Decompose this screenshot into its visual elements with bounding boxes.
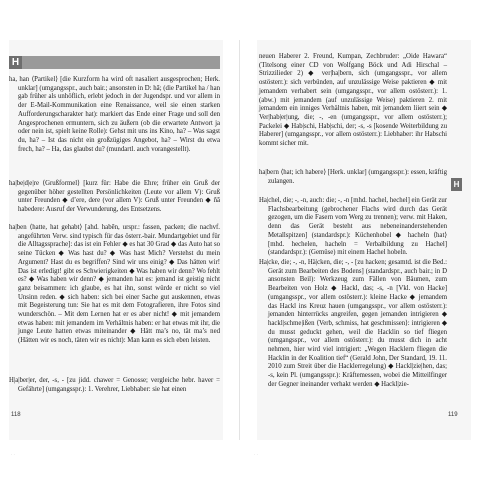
- dictionary-entry: [9, 224, 220, 346]
- page-number-left: 118: [11, 412, 21, 418]
- crop-mark: · ·: [254, 452, 258, 457]
- dictionary-entry: [9, 180, 220, 215]
- entry-text: ha|be|d|e|re ⟨Grußformel⟩ [kurz für: Habe die Ehre; früher ein Gruß der gegenüber höher gestellten Persönlichkeiten (Leute vor allem V): Gruß unter Freunden ◆ d’ere, dere (vor allem V): Gruß unter Freunden ◆ ñā habedere: Ausruf der Verwunderung, des Entsetzens.: [9, 180, 220, 214]
- dictionary-entry: [9, 76, 220, 154]
- page-number-right: 119: [448, 412, 458, 418]
- entry-text: Ha|cke, die; -, -n, Hä|cken, die; -, - [zu hacken; gesamtd. ist die Bed.: Gerät zum Bearbeiten des Bodens] (standardspr., auch bair.; in D ansonsten Beil): Werkzeug zum Fällen von Bäumen, zum Bearbeiten von Holz ◆ Hackl, das; -s, -n [Vkl. von Hacke] (umgangsspr., vor allem ostösterr.): kleine Hacke ◆ jemandem das Hackl ins Kreuz hauen (umgangsspr., vor allem ostösterr.): jemanden hinterrücks angreifen, gegen jemanden intrigieren ◆ hackl|schme|ißen ⟨Verb, schmiss, hat geschmissen⟩: intrigieren ◆ du musst geduckt gehen, weil die Hacklin so tief fliegen (umgangsspr., vor allem ostösterr.): du musst dich in acht nehmen, hier wird viel intrigiert: „Wegen Hacklern fliegen die Hacklin in der Koalition tief“ (Gerald John, Der Standard, 19. 11. 2010 zum Streit über die Hacklerregelung) ◆ Hackl|zie|hen, das; -s, kein Pl. (umgangsspr.): Kräftemessen, wobei die Mitteilfinger der Gegner ineinander verhakt werden ◆ Hackl|zie-: [259, 259, 447, 388]
- dictionary-entry: [259, 169, 447, 186]
- crop-mark: · ·: [11, 452, 15, 457]
- thumb-index-tab: H: [451, 178, 462, 191]
- entry-text: ha|bern ⟨hat; ich habere⟩ [Herk. unklar] (umgangsspr.): essen, kräftig zulangen.: [259, 169, 447, 185]
- dictionary-entry: [259, 53, 447, 149]
- entry-text: ha, han ⟨Partikel⟩ [die Kurzform ha wird oft nasaliert ausgesprochen; Herk. unklar] (umgangsspr., auch bair.; ansonsten in D: hā; (die Partikel ha / han gab früher als unhöflich, erlebt jedoch in der Jugendspr. und vor allem in der E-Mail-Kommunikation eine Renaissance, weil sie einen starken Aufforderungscharakter hat): markiert das Ende einer Frage und soll den Angesprochenen ermuntern, sich zu äußern (ob die erwartete Antwort ja oder nein ist, spielt keine Rolle): Gehst mit uns ins Kino, ha? – Was sagst du, ha? – Ist das nicht ein großzügiges Angebot, ha? – Wirst du etwa frech, ha? – Ha, das glaubst du? (mundartl. auch vorangestellt).: [9, 76, 220, 153]
- dictionary-entry: [259, 259, 447, 390]
- dictionary-entry: [9, 377, 220, 394]
- entry-text: H|a|ber|er, der, -s, - [zu jidd. chawer = Genosse; vergleiche hebr. haver = Gefährte] (umgangsspr.): 1. Verehrer, Liebhaber: sie hat einen: [9, 377, 220, 393]
- entry-text: Ha|chel, die; -, -n, auch: die; -, -n [mhd. hachel, hechel] ein Gerät zur Flachsbearbeitung (gebrochener Flachs wird durch das Gerät gezogen, um die Fasern vom Werg zu trennen); verw. mit Haken, denn das Gerät besteht aus nebeneinanderstehenden Metallspitzen] (standardspr.): Küchenhobel ◆ hacheln ⟨hat⟩ [mhd. hechelen, hacheln = Verbalbildung zu Hachel] (standardspr.): (Gemüse) mit einem Hachel hobeln.: [259, 197, 448, 257]
- book-gutter: [239, 40, 240, 440]
- section-header-bar: [9, 56, 220, 69]
- entry-text: ha|ben ⟨hatte, hat gehabt⟩ [ahd. habēn, urspr.: fassen, packen; die nachvf. angeführten Verw. sind typisch für das österr.-bair. Mundartgebiet und für die Alltagssprache]: das ist ein Fehler ◆ es hat 30 Grad ◆ das Auto hat so seine Tücken ◆ Was hast du? ◆ Was hast Mich? Verstehst du mein Argument? Hast du es begriffen? Sind wir uns einig? ◆ Das hätten wir! Das ist erledigt! gibt es Schwierigkeiten ◆ Was haben wir denn? Wo fehlt es? ◆ Was haben wir denn? ◆ jemanden hat es: jemand ist geistig nicht ganz beisammen: ich glaube, es hat ihn, sonst würde er nicht so viel Unsinn reden. ◆ sich haben: sich bei einer Sache gut auskennen, etwas mit Begeisterung tun: Sie hat es mit dem Fotografieren, ihre Fotos sind wunderschön. – Mit dem Lernen hat er es aber nicht! ◆ mit jemandem etwas haben: mit jemandem im Verhältnis haben: er hat etwas mit ihr, die junge Leute hatten etwas miteinander ◆ Hätt ma’s no, tät ma’s ned (Hätten wir es noch, täten wir es nicht): Man kann es sich eben leisten.: [9, 224, 220, 345]
- entry-text: neuen Haberer 2. Freund, Kumpan, Zechbruder: „Oide Hawara“ (Titelsong einer CD von Wolfgang Böck und Adi Hirschal – Strizzilieder 2) ◆ ver|ha|bern, sich (umgangsspr., vor allem ostösterr.): sich verbünden, auf unzulässige Weise paktieren ◆ mit jemandem verhabert sein (umgangsspr., vor allem ostösterr.): 1. (abw.) mit jemandem (auf unzulässige Weise) paktieren 2. mit jemandem ein inniges Verhältnis haben, mit jemandem liiert sein ◆ Ver|hab|er|ung, die; -, -en (umgangsspr., vor allem ostösterr.); Packelei ◆ Hab|schi, Hab|schi, der; -s, -s [kosende Weiterbildung zu Haberer] (umgangsspr., vor allem ostösterr.): Liebhaber: ihr Habschi kommt sicher mit.: [259, 53, 447, 148]
- dictionary-entry: [259, 197, 447, 258]
- section-letter: H: [9, 56, 22, 69]
